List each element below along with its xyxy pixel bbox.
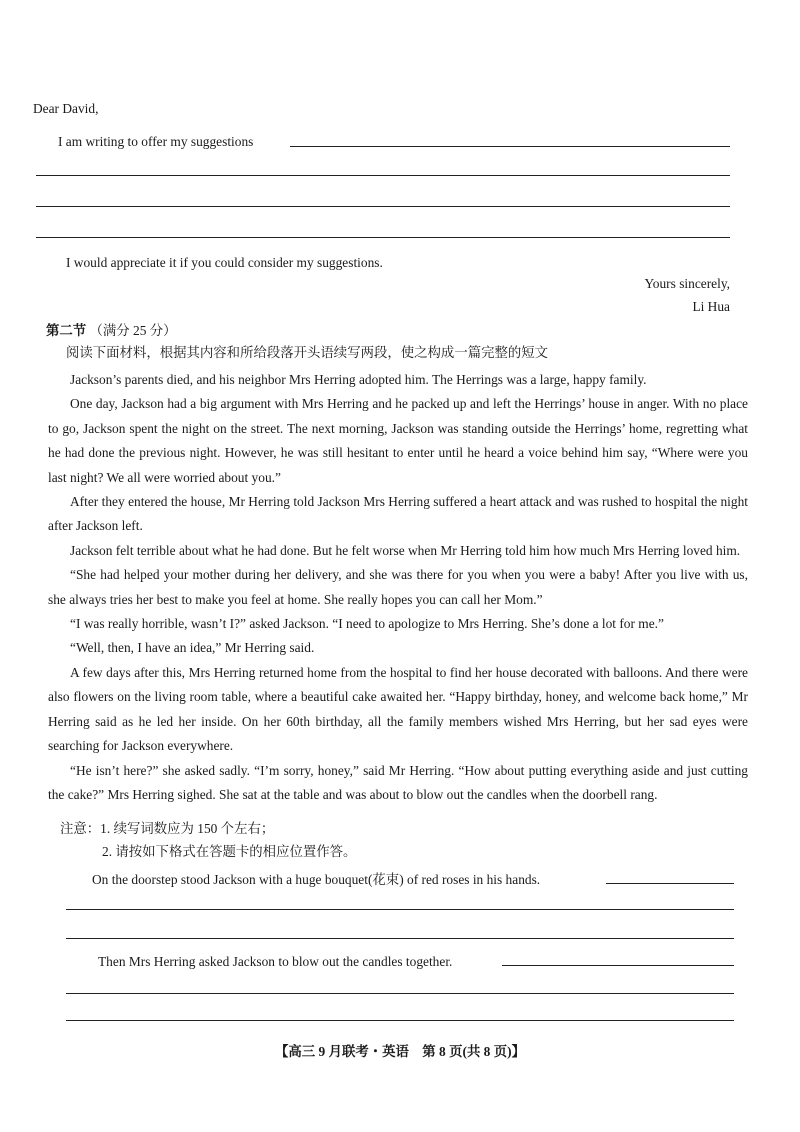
section-title: 第二节	[46, 323, 87, 338]
letter-signoff: Yours sincerely,	[644, 276, 730, 291]
writing-line	[66, 993, 734, 994]
story-paragraph: “Well, then, I have an idea,” Mr Herring said.	[70, 640, 315, 656]
writing-line	[290, 146, 730, 147]
letter-closing-line: I would appreciate it if you could consider my suggestions.	[66, 255, 383, 270]
salutation: Dear David,	[33, 101, 99, 116]
writing-line	[502, 965, 734, 966]
story-paragraph: One day, Jackson had a big argument with Mrs Herring and he packed up and left the Herrings’ house in anger. With no place to go, Jackson spent the night on the street. The next morning, Jackson was standing outside the Herrings’ home, regretting what he had done the previous night. However, he was still hesitant to enter until he heard a voice behind him say, “Where were you last night? We all were worried about you.”	[48, 396, 748, 485]
story-paragraph: “He isn’t here?” she asked sadly. “I’m sorry, honey,” said Mr Herring. “How about putting everything aside and just cutting the cake?” Mrs Herring sighed. She sat at the table and was about to blow out the candles when the doorbell rang.	[48, 762, 748, 802]
story-paragraph: Jackson felt terrible about what he had done. But he felt worse when Mr Herring told him how much Mrs Herring loved him.	[70, 542, 741, 558]
story-paragraph: “She had helped your mother during her delivery, and she was there for you when you were a baby! After you live with us, she always tries her best to make you feel at home. She really hopes you can call her Mom.”	[48, 567, 748, 607]
story-paragraph: A few days after this, Mrs Herring returned home from the hospital to find her house decorated with balloons. And there were also flowers on the living room table, where a beautiful cake awaited her. “Happy birthday, honey, and welcome back home,” Mr Herring said as he led her inside. On her 60th birthday, all the family members wished Mrs Herring, but her sad eyes were searching for Jackson everywhere.	[48, 664, 748, 754]
letter-opening: I am writing to offer my suggestions	[58, 134, 254, 149]
story-text	[48, 368, 748, 807]
writing-line	[36, 237, 730, 238]
letter-signature: Li Hua	[692, 299, 730, 314]
section-instruction: 阅读下面材料，根据其内容和所给段落开头语续写两段，使之构成一篇完整的短文	[66, 345, 549, 360]
writing-line	[606, 883, 734, 884]
note-1	[60, 820, 274, 837]
prompt-second: Then Mrs Herring asked Jackson to blow out the candles together.	[98, 954, 453, 969]
writing-line	[66, 938, 734, 939]
section-header	[46, 322, 177, 339]
note-label: 注意：	[60, 821, 101, 836]
writing-line	[36, 206, 730, 207]
writing-line	[66, 909, 734, 910]
writing-line	[66, 1020, 734, 1021]
story-paragraph: After they entered the house, Mr Herring told Jackson Mrs Herring suffered a heart attack and was rushed to hospital the night after Jackson left.	[48, 494, 748, 534]
page-footer: 【高三 9 月联考・英语 第 8 页(共 8 页)】	[275, 1044, 525, 1059]
writing-line	[36, 175, 730, 176]
note-item-1: 1. 续写词数应为 150 个左右；	[100, 821, 275, 836]
prompt-first: On the doorstep stood Jackson with a huge bouquet(花束) of red roses in his hands.	[92, 872, 541, 887]
story-paragraph: Jackson’s parents died, and his neighbor Mrs Herring adopted him. The Herrings was a large, happy family.	[70, 372, 647, 387]
story-paragraph: “I was really horrible, wasn’t I?” asked Jackson. “I need to apologize to Mrs Herring. She’s done a lot for me.”	[70, 616, 664, 632]
section-score: （满分 25 分）	[89, 323, 177, 338]
note-item-2: 2. 请按如下格式在答题卡的相应位置作答。	[102, 844, 357, 859]
